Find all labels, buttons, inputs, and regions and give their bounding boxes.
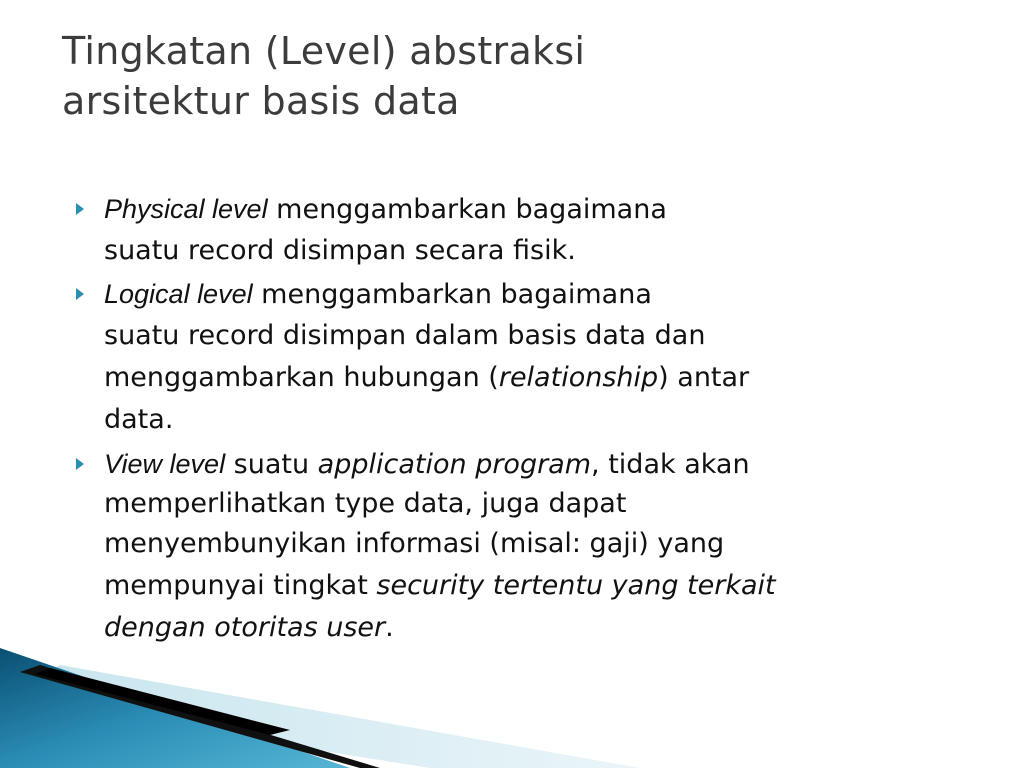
bullet-text: suatu [225,449,318,480]
triangle-right-icon [76,288,84,300]
triangle-right-icon [76,458,84,470]
bullet-line [104,357,964,399]
bullet-line: menyembunyikan informasi (misal: gaji) yang [104,528,725,559]
bullet-italic-text: dengan otoritas user [104,612,386,643]
bullet-line: suatu record disimpan dalam basis data dan [104,320,706,351]
bullet-italic-text: relationship [498,362,659,393]
bullet-line: memperlihatkan type data, juga dapat [104,488,627,519]
bullet-line [104,188,964,230]
bullet-line [104,607,964,649]
bullet-text: , tidak akan [591,449,750,480]
bullet-physical-level [104,188,964,272]
bullet-line: suatu record disimpan secara fisik. [104,235,576,266]
title-line-1: Tingkatan (Level) abstraksi [62,29,586,73]
bullet-line [104,273,964,315]
bullet-italic-text: application program [317,449,592,480]
slide-title [62,26,962,126]
bullet-lead: View level [104,449,226,479]
bullet-lead: Physical level [104,194,268,224]
bullet-text: mempunyai tingkat [104,570,377,601]
bullet-italic-text: security tertentu yang terkait [376,570,776,601]
bullet-view-level [104,443,964,649]
bullet-lead: Logical level [104,279,253,309]
bullet-text: ) antar [658,362,750,393]
bullet-line: data. [104,404,174,435]
bullet-text: . [385,612,394,643]
title-line-2: arsitektur basis data [62,79,460,123]
bullet-text: menggambarkan bagaimana [252,279,652,310]
bullet-line [104,443,964,485]
bullet-line [104,565,964,607]
triangle-right-icon [76,203,84,215]
bullet-logical-level [104,273,964,441]
bullet-text: menggambarkan bagaimana [267,194,667,225]
bullet-text: menggambarkan hubungan ( [104,362,499,393]
